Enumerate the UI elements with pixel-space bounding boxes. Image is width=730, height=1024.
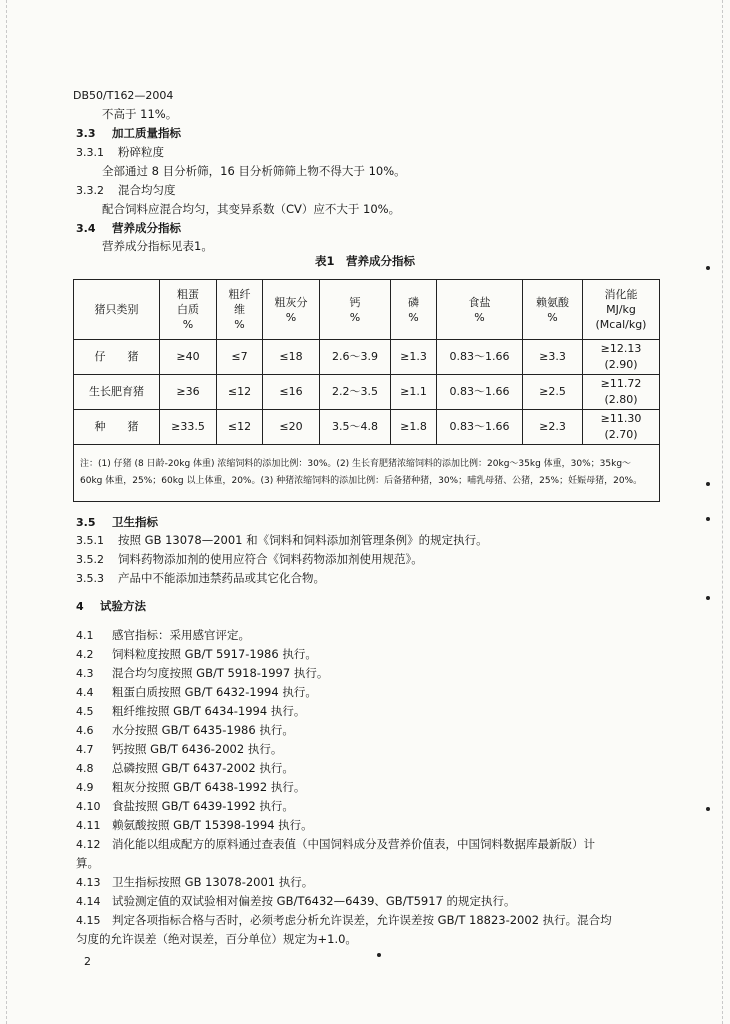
scan-speck — [706, 807, 710, 811]
section-4-8: 4.8 总磷按照 GB/T 6437-2002 执行。 — [76, 761, 294, 775]
cell-lysine: ≥2.5 — [523, 375, 583, 410]
section-4-heading: 4 试验方法 — [76, 599, 146, 613]
moisture-text: 不高于 11%。 — [102, 107, 178, 121]
section-4-14: 4.14 试验测定值的双试验相对偏差按 GB/T6432—6439、GB/T5917 的规定执行。 — [76, 894, 516, 908]
header-lysine: 赖氨酸 % — [523, 280, 583, 340]
header-digestible-energy: 消化能 MJ/kg (Mcal/kg) — [583, 280, 660, 340]
section-4-5: 4.5 粗纤维按照 GB/T 6434-1994 执行。 — [76, 704, 306, 718]
header-ash: 粗灰分 % — [263, 280, 320, 340]
section-4-12-line1: 4.12 消化能以组成配方的原料通过查表值（中国饲料成分及营养价值表，中国饲料数据库最新版）计 — [76, 837, 595, 851]
cell-calcium: 3.5～4.8 — [320, 410, 391, 445]
cell-category: 生长肥育猪 — [74, 375, 160, 410]
header-calcium: 钙 % — [320, 280, 391, 340]
table-row — [74, 375, 660, 410]
section-4-13: 4.13 卫生指标按照 GB 13078-2001 执行。 — [76, 875, 314, 889]
section-4-1: 4.1 感官指标：采用感官评定。 — [76, 628, 250, 642]
table-note-row — [74, 445, 660, 502]
cell-calcium: 2.2～3.5 — [320, 375, 391, 410]
scan-speck — [377, 953, 381, 957]
section-3-3-2-body: 配合饲料应混合均匀，其变异系数（CV）应不大于 10%。 — [102, 202, 401, 216]
cell-phosphorus: ≥1.3 — [391, 340, 437, 375]
section-3-3-1-heading: 3.3.1 粉碎粒度 — [76, 145, 164, 159]
table-title: 表1 营养成分指标 — [314, 254, 415, 268]
scan-speck — [706, 482, 710, 486]
section-4-10: 4.10 食盐按照 GB/T 6439-1992 执行。 — [76, 799, 294, 813]
table-header-row — [74, 280, 660, 340]
header-salt: 食盐 % — [437, 280, 523, 340]
section-3-3-heading: 3.3 加工质量指标 — [76, 126, 181, 140]
cell-category: 仔 猪 — [74, 340, 160, 375]
table-row — [74, 410, 660, 445]
section-3-5-2: 3.5.2 饲料药物添加剂的使用应符合《饲料药物添加剂使用规范》。 — [76, 552, 423, 566]
section-4-9: 4.9 粗灰分按照 GB/T 6438-1992 执行。 — [76, 780, 306, 794]
section-4-4: 4.4 粗蛋白质按照 GB/T 6432-1994 执行。 — [76, 685, 317, 699]
header-phosphorus: 磷 % — [391, 280, 437, 340]
cell-phosphorus: ≥1.1 — [391, 375, 437, 410]
cell-protein: ≥36 — [160, 375, 217, 410]
header-category: 猪只类别 — [74, 280, 160, 340]
section-4-3: 4.3 混合均匀度按照 GB/T 5918-1997 执行。 — [76, 666, 329, 680]
header-fiber: 粗纤 维 % — [217, 280, 263, 340]
section-4-12-line2: 算。 — [76, 856, 99, 870]
cell-calcium: 2.6～3.9 — [320, 340, 391, 375]
header-protein: 粗蛋 白质 % — [160, 280, 217, 340]
cell-fiber: ≤12 — [217, 410, 263, 445]
cell-digestible-energy: ≥12.13 (2.90) — [583, 340, 660, 375]
cell-lysine: ≥2.3 — [523, 410, 583, 445]
section-4-15-line2: 匀度的允许误差（绝对误差，百分单位）规定为+1.0。 — [76, 932, 357, 946]
table-note: 注：(1) 仔猪 (8 日龄-20kg 体重) 浓缩饲料的添加比例：30%。(2) 生长育肥猪浓缩饲料的添加比例：20kg～35kg 体重，30%；35kg～60kg 体重，25%；60kg 以上体重，20%。(3) 种猪浓缩饲料的添加比例：后备猪种猪，30%；哺乳母猪、公猪，25%；妊娠母猪，20%。 — [74, 445, 660, 502]
nutrition-table — [73, 279, 660, 502]
cell-ash: ≤16 — [263, 375, 320, 410]
cell-phosphorus: ≥1.8 — [391, 410, 437, 445]
cell-salt: 0.83～1.66 — [437, 375, 523, 410]
cell-digestible-energy: ≥11.72 (2.80) — [583, 375, 660, 410]
section-4-6: 4.6 水分按照 GB/T 6435-1986 执行。 — [76, 723, 294, 737]
section-3-4-body: 营养成分指标见表1。 — [102, 239, 213, 253]
cell-ash: ≤20 — [263, 410, 320, 445]
section-3-5-heading: 3.5 卫生指标 — [76, 515, 158, 529]
section-3-5-3: 3.5.3 产品中不能添加违禁药品或其它化合物。 — [76, 571, 325, 585]
cell-fiber: ≤7 — [217, 340, 263, 375]
cell-lysine: ≥3.3 — [523, 340, 583, 375]
section-4-15-line1: 4.15 判定各项指标合格与否时，必须考虑分析允许误差，允许误差按 GB/T 18823-2002 执行。混合均 — [76, 913, 612, 927]
cell-category: 种 猪 — [74, 410, 160, 445]
cell-fiber: ≤12 — [217, 375, 263, 410]
cell-digestible-energy: ≥11.30 (2.70) — [583, 410, 660, 445]
scan-fold-left — [6, 0, 8, 1024]
scan-speck — [706, 596, 710, 600]
document-code: DB50/T162—2004 — [73, 89, 174, 102]
section-3-4-heading: 3.4 营养成分指标 — [76, 221, 181, 235]
cell-protein: ≥33.5 — [160, 410, 217, 445]
section-3-3-1-body: 全部通过 8 目分析筛，16 目分析筛筛上物不得大于 10%。 — [102, 164, 406, 178]
section-4-7: 4.7 钙按照 GB/T 6436-2002 执行。 — [76, 742, 283, 756]
section-4-11: 4.11 赖氨酸按照 GB/T 15398-1994 执行。 — [76, 818, 313, 832]
cell-salt: 0.83～1.66 — [437, 410, 523, 445]
section-3-3-2-heading: 3.3.2 混合均匀度 — [76, 183, 176, 197]
page-number: 2 — [84, 955, 91, 968]
section-3-5-1: 3.5.1 按照 GB 13078—2001 和《饲料和饲料添加剂管理条例》的规定执行。 — [76, 533, 488, 547]
cell-protein: ≥40 — [160, 340, 217, 375]
table-row — [74, 340, 660, 375]
section-4-2: 4.2 饲料粒度按照 GB/T 5917-1986 执行。 — [76, 647, 317, 661]
scan-speck — [706, 517, 710, 521]
cell-ash: ≤18 — [263, 340, 320, 375]
cell-salt: 0.83～1.66 — [437, 340, 523, 375]
scan-fold-right — [722, 0, 724, 1024]
